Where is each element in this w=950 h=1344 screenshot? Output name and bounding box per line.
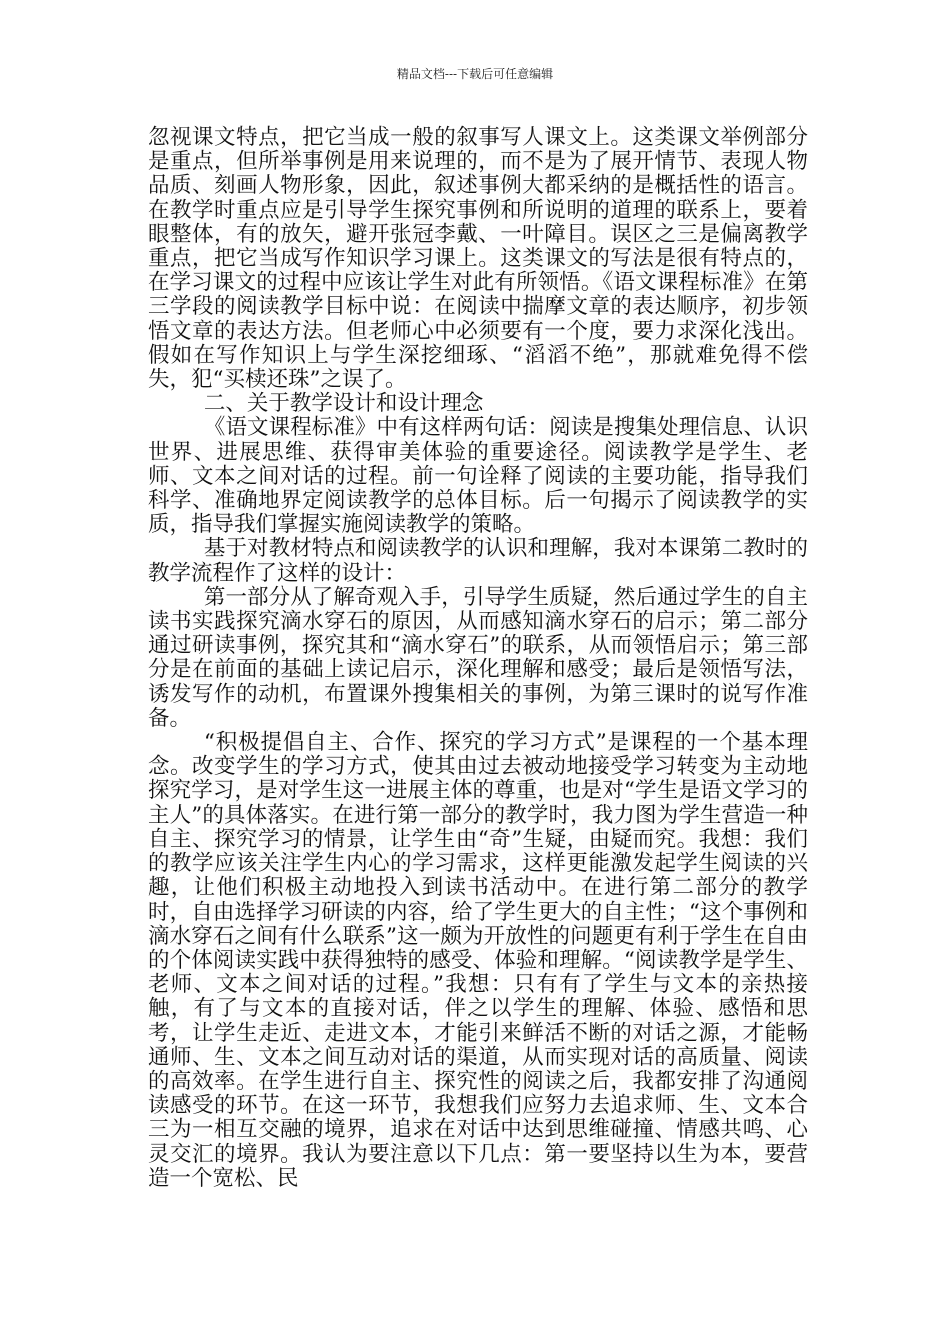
paragraph-design-intro: 基于对教材特点和阅读教学的认识和理解，我对本课第二教时的教学流程作了这样的设计： <box>148 536 808 586</box>
document-body <box>148 126 808 1191</box>
section-heading: 二、关于教学设计和设计理念 <box>203 391 484 417</box>
page-header: 精品文档---下载后可任意编辑 <box>396 67 554 81</box>
paragraph-curriculum-standard: 《语文课程标准》中有这样两句话：阅读是搜集处理信息、认识世界、进展思维、获得审美体验的重要途径。阅读教学是学生、老师、文本之间对话的过程。前一句诠释了阅读的主要功能，指导我们科学、准确地界定阅读教学的总体目标。后一句揭示了阅读教学的实质，指导我们掌握实施阅读教学的策略。 <box>148 415 808 538</box>
paragraph-design-flow: 第一部分从了解奇观入手，引导学生质疑，然后通过学生的自主读书实践探究滴水穿石的原因，从而感知滴水穿石的启示；第二部分通过研读事例，探究其和“滴水穿石”的联系，从而领悟启示；第三部分是在前面的基础上读记启示，深化理解和感受；最后是领悟写法，诱发写作的动机，布置课外搜集相关的事例，为第三课时的说写作准备。 <box>148 584 808 731</box>
paragraph-learning-approach: “积极提倡自主、合作、探究的学习方式”是课程的一个基本理念。改变学生的学习方式，使其由过去被动地接受学习转变为主动地探究学习，是对学生这一进展主体的尊重，也是对“学生是语文学习的主人”的具体落实。在进行第一部分的教学时，我力图为学生营造一种自主、探究学习的情景，让学生由“奇”生疑，由疑而究。我想：我们的教学应该关注学生内心的学习需求，这样更能激发起学生阅读的兴趣，让他们积极主动地投入到读书活动中。在进行第二部分的教学时，自由选择学习研读的内容，给了学生更大的自主性；“这个事例和滴水穿石之间有什么联系”这一颇为开放性的问题更有利于学生在自由的个体阅读实践中获得独特的感受、体验和理解。“阅读教学是学生、老师、文本之间对话的过程。”我想：只有有了学生与文本的亲热接触，有了与文本的直接对话，伴之以学生的理解、体验、感悟和思考，让学生走近、走进文本，才能引来鲜活不断的对话之源，才能畅通师、生、文本之间互动对话的渠道，从而实现对话的高质量、阅读的高效率。在学生进行自主、探究性的阅读之后，我都安排了沟通阅读感受的环节。在这一环节，我想我们应努力去追求师、生、文本合三为一相互交融的境界，追求在对话中达到思维碰撞、情感共鸣、心灵交汇的境界。我认为要注意以下几点：第一要坚持以生为本，要营造一个宽松、民 <box>148 730 808 1191</box>
paragraph-misconceptions: 忽视课文特点，把它当成一般的叙事写人课文上。这类课文举例部分是重点，但所举事例是用来说理的，而不是为了展开情节、表现人物品质、刻画人物形象，因此，叙述事例大都采纳的是概括性的语言。在教学时重点应是引导学生探究事例和所说明的道理的联系上，要着眼整体，有的放矢，避开张冠李戴、一叶障目。误区之三是偏离教学重点，把它当成写作知识学习课上。这类课文的写法是很有特点的，在学习课文的过程中应该让学生对此有所领悟。《语文课程标准》在第三学段的阅读教学目标中说：在阅读中揣摩文章的表达顺序，初步领悟文章的表达方法。但老师心中必须要有一个度，要力求深化浅出。假如在写作知识上与学生深挖细琢、“滔滔不绝”，那就难免得不偿失，犯“买椟还珠”之误了。 <box>148 125 808 393</box>
